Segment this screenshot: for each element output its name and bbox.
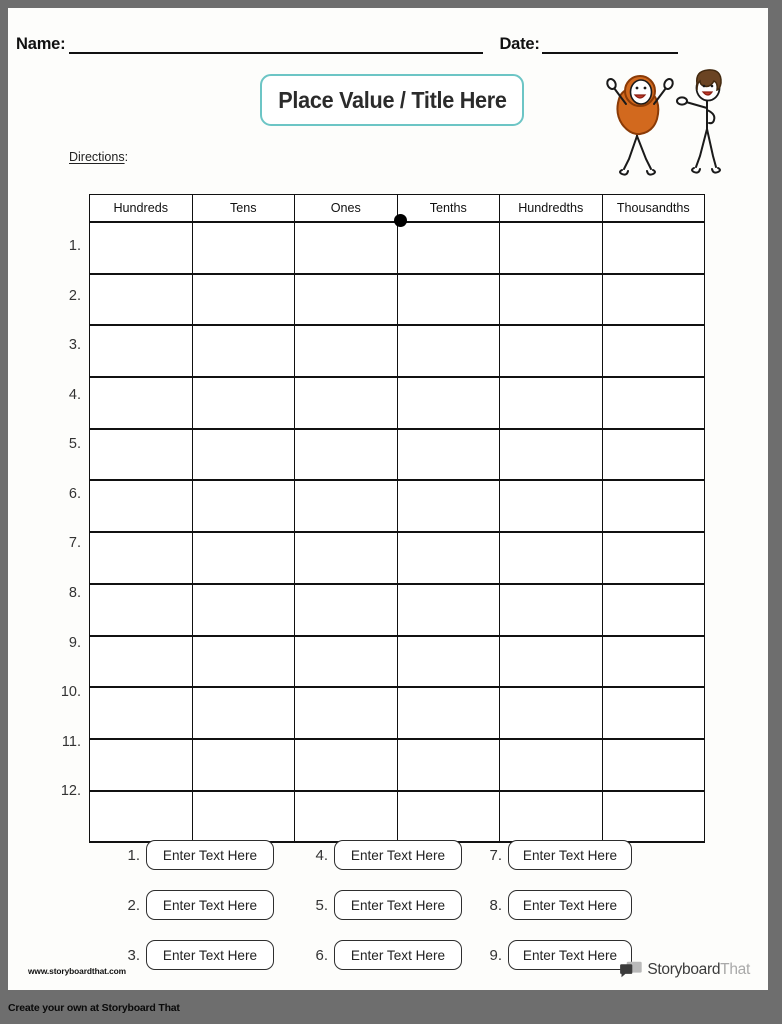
- table-cell[interactable]: [295, 429, 398, 481]
- table-cell[interactable]: [500, 532, 603, 584]
- table-row: [90, 274, 705, 326]
- table-cell[interactable]: [397, 274, 500, 326]
- table-cell[interactable]: [192, 739, 295, 791]
- answer-entry: [478, 888, 632, 922]
- answer-number-label: 5.: [315, 896, 328, 914]
- column-header-tenths: Tenths: [397, 195, 500, 223]
- table-cell[interactable]: [500, 584, 603, 636]
- table-cell[interactable]: [500, 739, 603, 791]
- table-cell[interactable]: [90, 274, 193, 326]
- table-cell[interactable]: [295, 636, 398, 688]
- brown-hair-character: [677, 70, 721, 173]
- table-cell[interactable]: [90, 325, 193, 377]
- table-row: [90, 584, 705, 636]
- table-cell[interactable]: [602, 480, 705, 532]
- answer-text-box[interactable]: [334, 840, 462, 870]
- table-cell[interactable]: [500, 377, 603, 429]
- row-number-label: 3.: [68, 337, 81, 354]
- answer-text-box[interactable]: [508, 840, 632, 870]
- table-cell[interactable]: [602, 636, 705, 688]
- table-cell[interactable]: [192, 687, 295, 739]
- table-cell[interactable]: [602, 739, 705, 791]
- answer-text-value: Enter Text Here: [522, 847, 618, 863]
- answer-number-label: 2.: [127, 896, 140, 914]
- table-cell[interactable]: [500, 429, 603, 481]
- directions-word: Directions: [69, 150, 125, 164]
- column-header-hundreds: Hundreds: [90, 195, 193, 223]
- answer-text-value: Enter Text Here: [350, 947, 446, 963]
- table-cell[interactable]: [295, 791, 398, 843]
- name-date-row: [16, 28, 762, 54]
- answer-number-label: 9.: [489, 946, 502, 964]
- table-cell[interactable]: [192, 274, 295, 326]
- row-number-label: 4.: [68, 386, 81, 403]
- place-value-table-wrapper: [60, 194, 705, 816]
- table-cell[interactable]: [397, 584, 500, 636]
- bottom-watermark-strip: [0, 998, 782, 1024]
- table-cell[interactable]: [397, 687, 500, 739]
- answer-entry: [478, 938, 632, 972]
- date-label: Date:: [499, 34, 540, 53]
- answer-text-box[interactable]: [334, 940, 462, 970]
- table-row: [90, 636, 705, 688]
- table-cell[interactable]: [500, 274, 603, 326]
- name-input-line[interactable]: [69, 51, 483, 54]
- row-number-label: 10.: [60, 684, 81, 701]
- table-cell[interactable]: [500, 480, 603, 532]
- column-header-thousandths: Thousandths: [602, 195, 705, 223]
- table-cell[interactable]: [90, 791, 193, 843]
- column-header-hundredths: Hundredths: [500, 195, 603, 223]
- answer-text-value: Enter Text Here: [350, 897, 446, 913]
- answer-text-box[interactable]: [146, 890, 274, 920]
- table-cell[interactable]: [500, 636, 603, 688]
- table-cell[interactable]: [397, 377, 500, 429]
- table-cell[interactable]: [90, 222, 193, 274]
- table-cell[interactable]: [90, 739, 193, 791]
- table-cell[interactable]: [397, 532, 500, 584]
- table-cell[interactable]: [192, 429, 295, 481]
- table-cell[interactable]: [602, 791, 705, 843]
- worksheet-page: [8, 8, 768, 990]
- table-cell[interactable]: [500, 325, 603, 377]
- logo-text: [647, 962, 750, 978]
- answer-text-value: Enter Text Here: [162, 947, 258, 963]
- characters-svg: [596, 66, 732, 176]
- date-input-line[interactable]: [542, 51, 678, 54]
- footer-website-url: www.storyboardthat.com: [28, 966, 127, 976]
- answer-entry: [478, 838, 632, 872]
- speech-bubbles-icon: [620, 961, 642, 979]
- table-cell[interactable]: [500, 791, 603, 843]
- table-row: [90, 532, 705, 584]
- table-row: [90, 687, 705, 739]
- row-number-label: 6.: [68, 485, 81, 502]
- place-value-table: [89, 194, 705, 843]
- answer-number-label: 7.: [489, 846, 502, 864]
- answer-text-box[interactable]: [508, 940, 632, 970]
- table-cell[interactable]: [295, 739, 398, 791]
- table-cell[interactable]: [90, 636, 193, 688]
- table-cell[interactable]: [295, 377, 398, 429]
- table-cell[interactable]: [397, 791, 500, 843]
- answer-text-value: Enter Text Here: [522, 897, 618, 913]
- table-cell[interactable]: [192, 636, 295, 688]
- answer-text-value: Enter Text Here: [162, 847, 258, 863]
- character-illustrations: [596, 66, 732, 176]
- table-cell[interactable]: [602, 222, 705, 274]
- row-number-label: 12.: [60, 783, 81, 800]
- table-cell[interactable]: [295, 584, 398, 636]
- answer-text-value: Enter Text Here: [522, 947, 618, 963]
- answer-number-label: 8.: [489, 896, 502, 914]
- storyboardthat-logo: [620, 959, 750, 981]
- table-cell[interactable]: [397, 480, 500, 532]
- logo-secondary-text: That: [720, 961, 750, 979]
- table-cell[interactable]: [192, 532, 295, 584]
- row-number-label: 11.: [61, 733, 81, 750]
- table-cell[interactable]: [295, 274, 398, 326]
- name-label: Name:: [16, 34, 66, 53]
- table-cell[interactable]: [602, 532, 705, 584]
- table-cell[interactable]: [295, 480, 398, 532]
- title-box[interactable]: [260, 74, 524, 126]
- answer-number-label: 4.: [315, 846, 328, 864]
- answer-text-box[interactable]: [508, 890, 632, 920]
- answer-text-value: Enter Text Here: [162, 897, 258, 913]
- table-row: [90, 791, 705, 843]
- table-cell[interactable]: [602, 274, 705, 326]
- title-text: Place Value / Title Here: [277, 86, 507, 113]
- directions-colon: :: [124, 150, 129, 164]
- table-cell[interactable]: [90, 584, 193, 636]
- table-cell[interactable]: [192, 377, 295, 429]
- table-cell[interactable]: [295, 325, 398, 377]
- table-cell[interactable]: [397, 222, 500, 274]
- table-cell[interactable]: [90, 687, 193, 739]
- table-cell[interactable]: [602, 429, 705, 481]
- answer-entry: [304, 838, 462, 872]
- answer-text-box[interactable]: [146, 840, 274, 870]
- table-row: [90, 480, 705, 532]
- table-cell[interactable]: [90, 480, 193, 532]
- table-cell[interactable]: [397, 739, 500, 791]
- answer-entry: [304, 938, 462, 972]
- table-row: [90, 325, 705, 377]
- column-header-tens: Tens: [192, 195, 295, 223]
- table-row: [90, 377, 705, 429]
- table-cell[interactable]: [192, 584, 295, 636]
- answer-text-box[interactable]: [334, 890, 462, 920]
- table-body: [90, 222, 705, 842]
- answer-boxes-grid: [116, 838, 676, 978]
- table-cell[interactable]: [90, 377, 193, 429]
- table-cell[interactable]: [602, 377, 705, 429]
- table-row: [90, 429, 705, 481]
- table-cell[interactable]: [192, 480, 295, 532]
- answer-entry: [116, 938, 274, 972]
- row-number-label: 1.: [68, 238, 81, 255]
- answer-text-value: Enter Text Here: [350, 847, 446, 863]
- directions-label: [69, 150, 128, 164]
- table-cell[interactable]: [90, 532, 193, 584]
- table-cell[interactable]: [397, 429, 500, 481]
- answer-text-box[interactable]: [146, 940, 274, 970]
- answer-number-label: 1.: [127, 846, 140, 864]
- row-number-label: 9.: [68, 634, 81, 651]
- table-cell[interactable]: [192, 325, 295, 377]
- table-row: [90, 739, 705, 791]
- answer-entry: [116, 838, 274, 872]
- table-cell[interactable]: [192, 222, 295, 274]
- decimal-point-marker: [394, 214, 407, 227]
- table-cell[interactable]: [500, 687, 603, 739]
- table-cell[interactable]: [602, 325, 705, 377]
- row-number-label: 5.: [68, 436, 81, 453]
- table-cell[interactable]: [295, 222, 398, 274]
- row-number-label: 8.: [68, 585, 81, 601]
- table-cell[interactable]: [295, 532, 398, 584]
- orange-hoodie-character: [606, 76, 675, 175]
- table-cell[interactable]: [602, 584, 705, 636]
- table-cell[interactable]: [602, 687, 705, 739]
- bottom-watermark-text: Create your own at Storyboard That: [8, 1002, 180, 1014]
- table-cell[interactable]: [295, 687, 398, 739]
- column-header-ones: Ones: [295, 195, 398, 223]
- row-number-label: 7.: [68, 535, 81, 552]
- table-cell[interactable]: [90, 429, 193, 481]
- answer-number-label: 6.: [315, 946, 328, 964]
- answer-entry: [116, 888, 274, 922]
- table-cell[interactable]: [397, 325, 500, 377]
- table-row: [90, 222, 705, 274]
- answer-entry: [304, 888, 462, 922]
- table-cell[interactable]: [500, 222, 603, 274]
- table-cell[interactable]: [192, 791, 295, 843]
- answer-number-label: 3.: [127, 946, 140, 964]
- table-cell[interactable]: [397, 636, 500, 688]
- logo-primary-text: Storyboard: [647, 961, 721, 979]
- row-number-label: 2.: [68, 287, 81, 304]
